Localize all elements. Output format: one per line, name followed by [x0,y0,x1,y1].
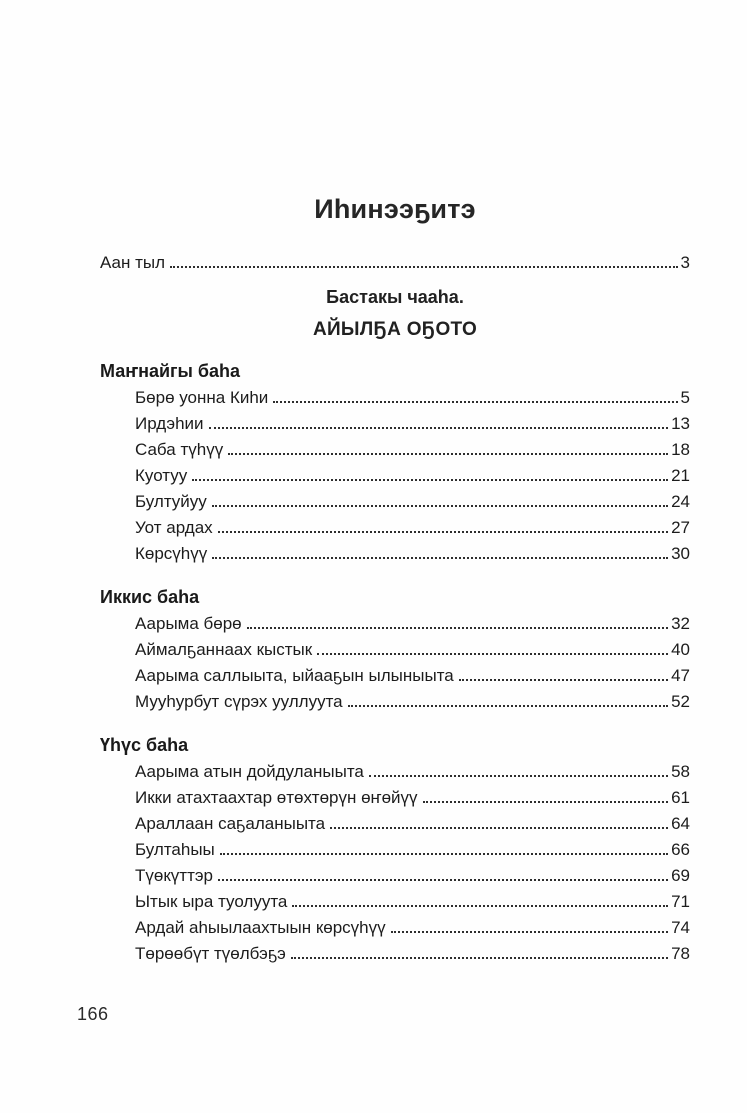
dotted-leader [459,679,668,681]
toc-entry [135,863,690,889]
toc-entry-page: 27 [671,518,690,537]
toc-entry-label: Уот ардах [135,518,213,537]
toc-entry-page: 58 [671,762,690,781]
toc-entry-label: Түөкүттэр [135,866,213,885]
toc-entry [135,811,690,837]
toc-entry [135,889,690,915]
toc-entry [135,689,690,715]
toc-entry-page: 13 [671,414,690,433]
section-heading: Үһүс баһа [100,735,189,755]
dotted-leader [209,427,669,429]
toc-entry [135,515,690,541]
toc-entry [135,941,690,967]
page-title: Иһинээҕитэ [314,194,476,224]
dotted-leader [192,479,668,481]
toc-entry-page: 47 [671,666,690,685]
dotted-leader [228,453,668,455]
toc-entry-label: Бултаһыы [135,840,215,859]
part-heading-line1: Бастакы чааһа. [326,287,464,307]
toc-entry-label: Төрөөбүт түөлбэҕэ [135,944,286,963]
toc-entry [135,463,690,489]
dotted-leader [391,931,668,933]
toc-entry-label: Ирдэһии [135,414,204,433]
toc-entry-label: Ытык ыра туолуута [135,892,288,911]
dotted-leader [220,853,668,855]
dotted-leader [423,801,669,803]
toc-entry-page: 24 [671,492,690,511]
toc-entry-label: Аарыма бөрө [135,614,242,633]
dotted-leader [348,705,668,707]
toc-entry-label: Куотуу [135,466,188,485]
toc-entry-page: 64 [671,814,690,833]
dotted-leader [291,957,668,959]
dotted-leader [317,653,668,655]
toc-entry-page: 61 [671,788,690,807]
toc-entry-label: Саба түһүү [135,440,224,459]
toc-entry-page: 5 [680,388,690,407]
toc-entry-page: 30 [671,544,690,563]
toc-entry-page: 40 [671,640,690,659]
toc-sections [100,358,690,967]
toc-entry-page: 52 [671,692,690,711]
page-number: 166 [77,1004,109,1024]
dotted-leader [212,505,668,507]
toc-entry-label: Көрсүһүү [135,544,208,563]
dotted-leader [273,401,677,403]
toc-entry-label: Икки атахтаахтар өтөхтөрүн өҥөйүү [135,788,418,807]
toc-section [100,584,690,715]
toc-entry-page: 69 [671,866,690,885]
toc-entry-label: Аарыма атын дойдуланыыта [135,762,364,781]
dotted-leader [247,627,668,629]
toc-entry-page: 32 [671,614,690,633]
toc-entry [135,385,690,411]
dotted-leader [218,531,668,533]
dotted-leader [170,266,678,268]
toc-entry-label: Ардай аһыылаахтыын көрсүһүү [135,918,386,937]
toc-section [100,358,690,567]
dotted-leader [292,905,668,907]
toc-entry-page: 78 [671,944,690,963]
section-entries [100,611,690,715]
toc-entry [135,489,690,515]
toc-entry-page: 18 [671,440,690,459]
dotted-leader [212,557,668,559]
section-heading: Маҥнайгы баһа [100,361,241,381]
dotted-leader [218,879,668,881]
toc-entry [135,611,690,637]
toc-entry-label: Бөрө уонна Киһи [135,388,269,407]
dotted-leader [330,827,668,829]
toc-entry-page: 66 [671,840,690,859]
toc-entry-label: Аан тыл [100,253,166,272]
toc-entry-page: 71 [671,892,690,911]
toc-entry [135,411,690,437]
toc-entry [135,541,690,567]
toc-entry-label: Аймалҕаннаах кыстык [135,640,313,659]
toc-entry-page: 3 [680,253,690,272]
toc-entry-page: 74 [671,918,690,937]
toc-entry [100,250,690,276]
part-heading-line2: АЙЫЛҔА ОҔОТО [312,319,478,340]
toc-entry-label: Бултуйуу [135,492,207,511]
toc-entry [135,437,690,463]
toc-entry [135,663,690,689]
toc-entry-label: Араллаан саҕаланыыта [135,814,326,833]
toc-entry [135,915,690,941]
toc-entry-label: Аарыма саллыыта, ыйааҕын ылыныыта [135,666,454,685]
dotted-leader [369,775,668,777]
section-entries [100,759,690,967]
toc-section [100,732,690,967]
toc-entry [135,785,690,811]
toc-entry-label: Мууһурбут сүрэх ууллуута [135,692,343,711]
toc-entry [135,837,690,863]
section-heading: Иккис баһа [100,587,200,607]
toc-entry-page: 21 [671,466,690,485]
section-entries [100,385,690,567]
toc-entry [135,637,690,663]
toc-entry [135,759,690,785]
